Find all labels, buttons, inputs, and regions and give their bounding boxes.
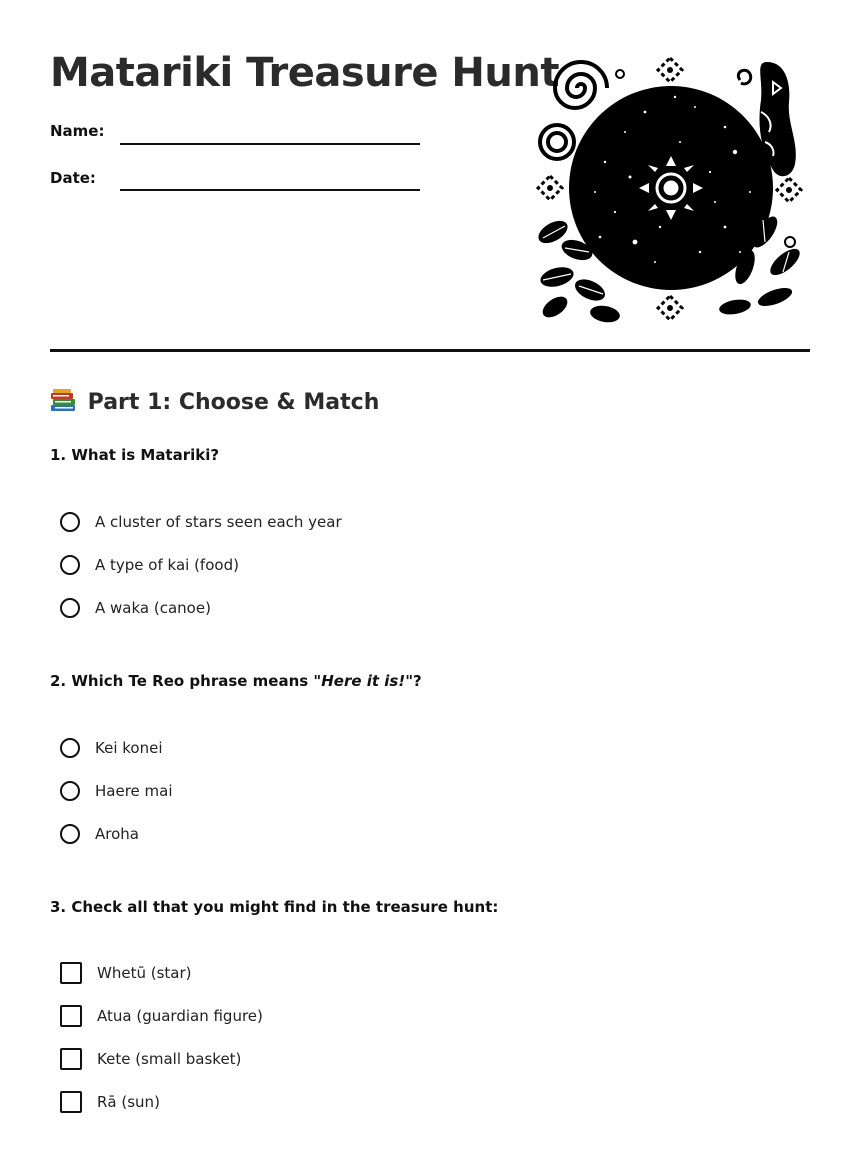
page-title: Matariki Treasure Hunt (50, 50, 559, 96)
radio-button[interactable] (60, 555, 80, 575)
question-3-option-2[interactable] (60, 1004, 263, 1028)
section-title: Part 1: Choose & Match (87, 390, 380, 415)
radio-button[interactable] (60, 512, 80, 532)
question-3: 3. Check all that you might find in the treasure hunt: (50, 898, 499, 916)
checkbox[interactable] (60, 1005, 82, 1027)
option-label: Haere mai (95, 782, 173, 800)
option-label: A type of kai (food) (95, 556, 239, 574)
checkbox[interactable] (60, 1048, 82, 1070)
radio-button[interactable] (60, 824, 80, 844)
option-label: Kete (small basket) (97, 1050, 242, 1068)
date-label: Date: (50, 169, 96, 187)
matariki-star-cluster-illustration (535, 52, 807, 324)
books-icon (50, 389, 80, 419)
question-3-option-4[interactable] (60, 1090, 160, 1114)
question-3-option-3[interactable] (60, 1047, 241, 1071)
option-label: A waka (canoe) (95, 599, 211, 617)
question-1-option-1[interactable] (60, 510, 342, 534)
radio-button[interactable] (60, 781, 80, 801)
question-2-text-end: "? (405, 672, 422, 690)
question-2-emphasis: Here it is! (321, 672, 406, 690)
date-field[interactable] (120, 189, 420, 191)
question-2-option-1[interactable] (60, 736, 163, 760)
question-1-option-3[interactable] (60, 596, 211, 620)
question-2-option-2[interactable] (60, 779, 173, 803)
option-label: Aroha (95, 825, 139, 843)
name-field[interactable] (120, 143, 420, 145)
checkbox[interactable] (60, 962, 82, 984)
section-divider (50, 349, 810, 352)
radio-button[interactable] (60, 738, 80, 758)
question-1: 1. What is Matariki? (50, 446, 220, 464)
radio-button[interactable] (60, 598, 80, 618)
option-label: Kei konei (95, 739, 163, 757)
question-3-option-1[interactable] (60, 961, 191, 985)
question-2-text: 2. Which Te Reo phrase means " (50, 672, 322, 690)
checkbox[interactable] (60, 1091, 82, 1113)
name-label: Name: (50, 122, 105, 140)
option-label: Whetū (star) (97, 964, 192, 982)
section-heading (50, 389, 379, 419)
question-2 (50, 672, 422, 690)
question-2-option-3[interactable] (60, 822, 139, 846)
option-label: Atua (guardian figure) (97, 1007, 263, 1025)
option-label: Rā (sun) (97, 1093, 160, 1111)
question-1-option-2[interactable] (60, 553, 239, 577)
option-label: A cluster of stars seen each year (95, 513, 342, 531)
